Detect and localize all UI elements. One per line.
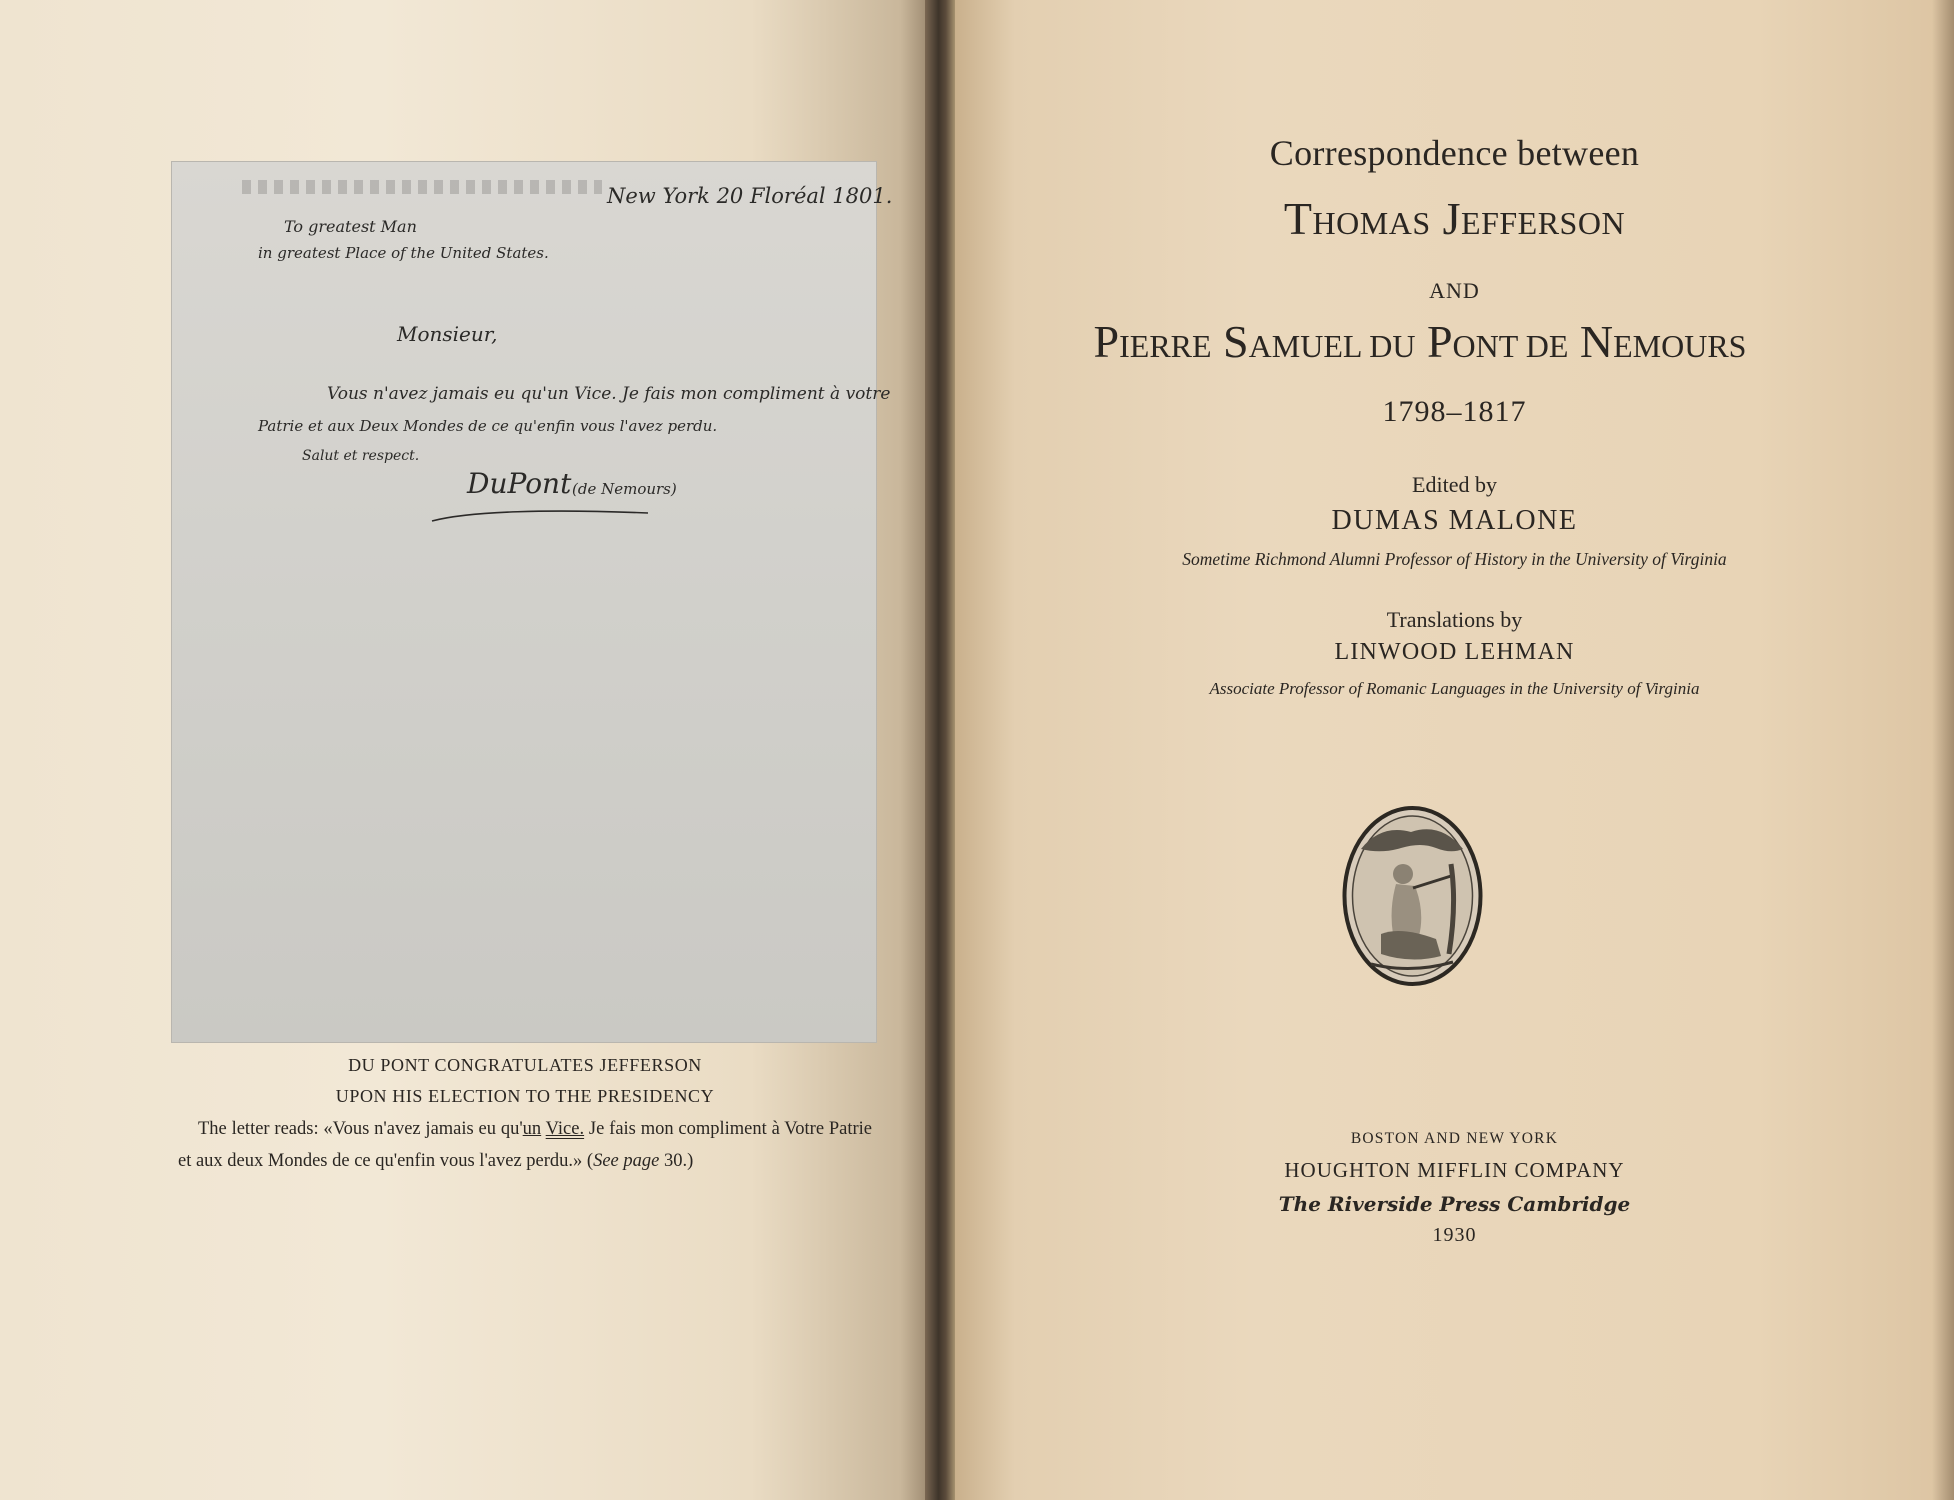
signature-flourish — [430, 507, 650, 525]
letter-date: New York 20 Floréal 1801. — [607, 184, 893, 208]
publisher-name: HOUGHTON MIFFLIN COMPANY — [1284, 1158, 1625, 1182]
letter-closing: Salut et respect. — [302, 448, 420, 464]
letter-body-line2: Patrie et aux Deux Mondes de ce qu'enfin vous l'avez perdu. — [258, 417, 718, 435]
title-dupont-pont: ONT DE — [1452, 328, 1569, 364]
caption-ref-open: ( — [586, 1151, 594, 1171]
editor-name: DUMAS MALONE — [1331, 505, 1578, 536]
title-jefferson-t: T — [1283, 193, 1313, 244]
caption-text-un: un — [522, 1119, 542, 1139]
editor-title: Sometime Richmond Alumni Professor of History in the University of Virginia — [1182, 549, 1727, 569]
publication-year: 1930 — [1432, 1224, 1477, 1246]
title-line1: Correspondence between — [1269, 133, 1640, 173]
title-jefferson-space — [1431, 193, 1443, 244]
title-dupont-pt: P — [1415, 316, 1453, 367]
title-dupont-p: P — [1093, 316, 1120, 367]
title-jefferson-surname: EFFERSON — [1461, 205, 1626, 241]
letter-address-line1: To greatest Man — [284, 217, 417, 236]
title-jefferson-thomas: HOMAS — [1312, 205, 1431, 241]
letter-signature: DuPont — [467, 467, 572, 500]
title-dupont-n: N — [1568, 316, 1614, 367]
translator-name: LINWOOD LEHMAN — [1334, 639, 1575, 665]
title-and: AND — [1429, 278, 1480, 303]
caption-text-part2: Je fais mon compliment à Votre Patrie et aux deux Mondes de ce qu'enfin vous l'avez perdu.» — [178, 1119, 873, 1171]
caption-text-part1: The letter reads: «Vous n'avez jamais eu qu' — [198, 1119, 523, 1139]
title-jefferson-j: J — [1442, 193, 1462, 244]
caption-heading-line2: UPON HIS ELECTION TO THE PRESIDENCY — [335, 1086, 715, 1106]
title-jefferson — [955, 192, 1954, 245]
letter-signature-tail: (de Nemours) — [572, 480, 677, 498]
caption-ref-close: 30.) — [659, 1151, 694, 1171]
caption-ref-italic: See page — [593, 1151, 660, 1171]
book-gutter — [925, 0, 955, 1500]
title-dupont — [1060, 315, 1780, 368]
title-dupont-s: S — [1211, 316, 1249, 367]
edited-by-label: Edited by — [1412, 472, 1497, 497]
translator-title: Associate Professor of Romanic Languages in the University of Virginia — [1209, 679, 1700, 698]
translations-by-label: Translations by — [1386, 607, 1523, 632]
title-years: 1798–1817 — [1382, 395, 1527, 428]
title-dupont-samuel: AMUEL DU — [1248, 328, 1416, 364]
caption-heading-line1: DU PONT CONGRATULATES JEFFERSON — [348, 1055, 702, 1075]
publisher-press: The Riverside Press Cambridge — [1278, 1192, 1631, 1216]
letter-facsimile — [172, 162, 893, 1042]
letter-body-line1: Vous n'avez jamais eu qu'un Vice. Je fais mon compliment à votre — [327, 384, 891, 404]
publisher-city: BOSTON AND NEW YORK — [1350, 1130, 1559, 1147]
caption-text-vice: Vice. — [545, 1119, 585, 1139]
letter-address-line2: in greatest Place of the United States. — [258, 244, 549, 262]
figure-caption-heading — [178, 1050, 872, 1112]
caption-text — [178, 1113, 872, 1177]
title-dupont-nemours: EMOURS — [1613, 328, 1747, 364]
letter-salutation: Monsieur, — [397, 322, 498, 346]
faint-ink-trace — [242, 180, 602, 194]
publisher-emblem-icon — [1341, 804, 1484, 988]
title-dupont-pierre: IERRE — [1119, 328, 1212, 364]
